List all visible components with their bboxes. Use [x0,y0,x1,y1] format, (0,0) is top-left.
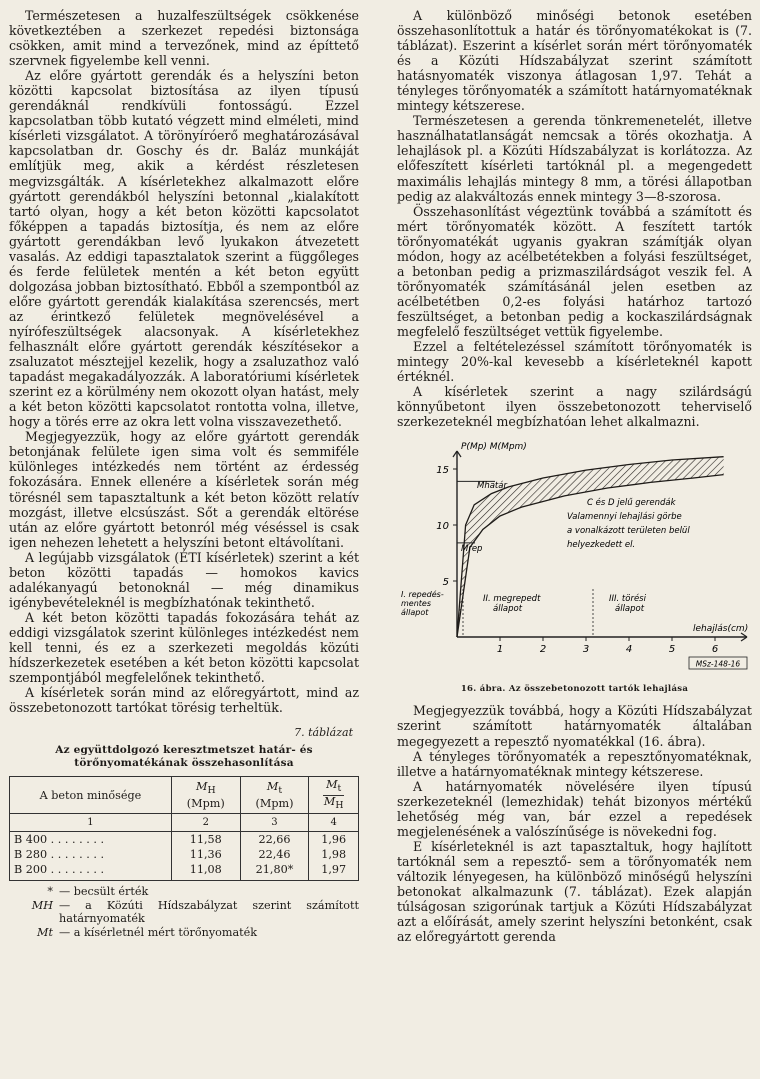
cell-grade: B 280 . . . . . . . . [10,847,172,862]
header-mh-sub: H [207,785,216,797]
column-number: 4 [309,814,359,832]
paragraph: Az előre gyártott gerendák és a helyszíni beton közötti kapcsolat biztosítása az ilyen típusú gerendáknál rendkívüli fontosságú. Ezzel kapcsolatban több kutató végzett mind elméleti, mind kísérleti vizsgálatot. A törönyíróerő meghatározásával kapcsolatban dr. Goschy és dr. Baláz munkáját említjük meg, akik a kérdést részletesen megvizsgálták. A kísérletekhez alkalmazott előre gyártott gerendákból helyszíni betonnal „kialakított tartó olyan, hogy a két beton közötti kapcsolatot főképpen a tapadás biztosítja, és nem az előre gyártott gerendákban levő lyukakon átvezetett vasalás. Az eddigi tapasztalatok szerint a függőleges és ferde felületek mentén a két beton együtt dolgozása jobban biztosítható. Ebből a szempontból az előre gyártott gerendák kialakítása szerencsés, mert az érintkező felületek megnövelésével a nyírófeszültségek alacsonyak. A kísérletekhez felhasznált előre gyártott gerendák készítésekor a zsaluzatot mésztejjel kezelik, hogy a zsaluzathoz való tapadást megakadályozzák. A laboratóriumi kísérletek szerint ez a körülmény nem okozott olyan hatást, mely a két beton közötti kapcsolatot rontotta volna, illetve, hogy a törés erre az okra lett volna visszavezethető. [9,68,359,430]
zone-label: állapot [615,604,645,615]
cell-ratio: 1,96 [309,832,359,848]
paragraph: Ezzel a feltételezéssel számított törőnyomaték is mintegy 20%-kal kevesebb a kísérleteknél kapott értéknél. [397,339,752,385]
zone-label: állapot [493,604,523,615]
paragraph: A kísérletek során mind az előregyártott, mind az összebetonozott tartókat törésig terheltük. [9,685,359,716]
column-number: 3 [240,814,309,832]
x-axis-label: lehajlás(cm) [693,624,749,635]
paragraph: Összehasonlítást végeztünk továbbá a számított és mért törőnyomaték között. A feszített tartók törőnyomatékát ugyanis gyakran számítják olyan módon, hogy az acélbetétekben a folyási feszültséget, a betonban pedig a prizmaszilárdságot veszik fel. A törőnyomaték számításánál jelen esetben az acélbetétben 0,2-es folyási határhoz tartozó feszültséget, a betonban pedig a kockaszilárdságnak megfelelő feszültséget vettük figyelembe. [397,203,752,339]
legend-line: a vonalkázott területen belül [567,526,690,537]
y-tick-label: 5 [442,577,449,589]
cell-ratio: 1,98 [309,847,359,862]
paragraph: A tényleges törőnyomaték a repesztőnyomatéknak, illetve a határnyomatéknak mintegy kétszerese. [397,748,752,779]
table-notes [9,885,359,939]
table-title: Az együttdolgozó keresztmetszet határ- és törőnyomatékának összehasonlítása [55,744,313,770]
table-note [9,885,359,899]
column-number-row [10,814,359,832]
legend-line: Valamennyi lehajlási görbe [567,512,682,523]
ratio-denominator-sub: H [335,799,344,811]
header-mt-symbol: M [266,780,279,794]
x-tick-label: 2 [539,644,547,656]
y-tick-label: 10 [436,521,449,533]
paragraph: A különböző minőségi betonok esetében összehasonlítottuk a határ és törőnyomatékokat is (7. táblázat). Eszerint a kísérlet során mért törőnyomaték és a Közúti Hídszabályzat szerint számított hatásnyomaték viszonya átlagosan 1,97. Tehát a tényleges törőnyomaték a számított határnyomatéknak mintegy kétszerese. [397,8,752,114]
header-mt-sub: t [278,785,283,797]
paragraph: Megjegyezzük, hogy az előre gyártott gerendák betonjának felülete igen sima volt és semmiféle különleges intézkedés nem történt az érdesség fokozására. Ennek ellenére a kísérletek során még törésnél sem tapasztaltunk a két beton között relatív mozgást, illetve elcsúszást. Sőt a gerendák eltörése után az előre gyártott betonról még véséssel is csak igen nehezen lehetett a helyszíni betont eltávolítani. [9,429,359,550]
header-mh-unit: (Mpm) [186,797,225,811]
paragraph: A határnyomaték növelésére ilyen típusú szerkezeteknél (lemezhidak) tehát bizonyos mértékű lehetőség még van, bár ezzel a repedések megjelenésének a valószínűsége is növekedni fog. [397,778,752,839]
y-axis-label: P(Mp) M(Mpm) [461,442,527,453]
note-symbol: Mt [37,925,53,939]
cell-mh: 11,08 [171,862,240,881]
x-tick-label: 4 [625,644,633,656]
cell-mt: 21,80* [240,862,309,881]
paragraph: E kísérleteknél is azt tapasztaltuk, hogy hajlított tartóknál sem a repesztő- sem a törőnyomaték nem változik lényegesen, ha különböző minőségű helyszíni betonokat alkalmazunk (7. táblázat). Ezek alapján túlságosan szigorúnak tartjuk a Közúti Hídszabályzat azt a előírását, amely szerint helyszíni betonként, csak az előregyártott gerenda [397,838,752,945]
x-tick-label: 6 [711,644,719,656]
cell-ratio: 1,97 [309,862,359,881]
cell-mh: 11,58 [171,832,240,848]
x-tick-label: 3 [582,644,590,656]
note-text: — a Közúti Hídszabályzat szerint számított határnyomaték [59,898,359,926]
figure-caption: 16. ábra. Az összebetonozott tartók lehajlása [460,684,689,695]
paragraph: A legújabb vizsgálatok (ÉTI kísérletek) szerint a két beton közötti tapadás — homokos kavics adalékanyagú betonoknál — még dinamikus igénybevételeknél is megbízhatónak tekinthető. [9,549,359,610]
ratio-numerator: M [326,777,338,791]
cell-grade: B 200 . . . . . . . . [10,862,172,881]
header-mt-unit: (Mpm) [255,797,294,811]
cell-mt: 22,46 [240,847,309,862]
paragraph: A két beton közötti tapadás fokozására tehát az eddigi vizsgálatok szerint különleges intézkedést nem kell tenni, és ez a szerkezeti megoldás közúti hídszerkezetek esetében a két beton közötti kapcsolat szempontjából megfelelőnek tekinthető. [9,609,359,686]
x-tick-label: 5 [668,644,676,656]
table-row [10,862,359,881]
header-concrete-grade: A beton minősége [10,777,172,814]
paragraph: A kísérletek szerint a nagy szilárdságú könnyűbetont ilyen összebetonozott teherviselő szerkezeteknél megbízhatóan lehet alkalmazni. [397,384,752,430]
note-symbol: MH [31,898,53,912]
table-note [9,899,359,926]
table-row [10,832,359,848]
ratio-fraction [323,779,344,812]
column-number: 1 [10,814,172,832]
right-column [397,8,752,944]
deflection-chart [397,439,752,677]
header-mh [171,777,240,814]
zone-label: II. megrepedt [483,594,541,605]
comparison-table [9,776,359,881]
note-symbol: * [47,885,53,899]
zone-label: III. törési [609,594,646,605]
ratio-numerator-sub: t [337,782,342,794]
cell-mh: 11,36 [171,847,240,862]
zone-label: mentes [401,599,432,609]
note-text: — becsült érték [59,885,149,899]
legend-line: C és D jelű gerendák [587,498,676,509]
y-tick-label: 15 [436,465,449,477]
zone-label: I. repedés- [401,590,444,600]
header-ratio [309,777,359,814]
legend-line: helyezkedett el. [567,540,636,551]
table-note [9,926,359,940]
cell-mt: 22,66 [240,832,309,848]
column-number: 2 [171,814,240,832]
table-header-row [10,777,359,814]
ratio-denominator: M [323,794,336,808]
paragraph: Természetesen a huzalfeszültségek csökkenése következtében a szerkezet repedési biztonsága csökken, amit mind a tervezőnek, mind az építtető szervnek figyelembe kell venni. [9,8,359,69]
paragraph: Megjegyezzük továbbá, hogy a Közúti Hídszabályzat szerint számított határnyomaték általában megegyezett a repesztő nyomatékkal (16. ábra). [397,703,752,749]
figure-16 [397,439,752,697]
table-row [10,847,359,862]
zone-label: állapot [401,608,429,618]
paragraph: Természetesen a gerenda tönkremenetelét, illetve használhatatlanságát nemcsak a törés okozhatja. A lehajlások pl. a Közúti Hídszabályzat is korlátozza. Az előfeszített kísérleti tartóknál pl. a megengedett maximális lehajlás mintegy 8 mm, a törési állapotban pedig az alakváltozás ennek mintegy 3—8-szorosa. [397,113,752,204]
header-mt [240,777,309,814]
m-hatar-label: Mhatár [477,481,507,492]
x-tick-label: 1 [496,644,504,656]
cell-grade: B 400 . . . . . . . . [10,832,172,848]
note-text: — a kísérletnél mért törőnyomaték [59,925,258,939]
m-rep-label: Mrep [461,544,483,555]
header-mh-symbol: M [195,780,208,794]
standard-code: MSz-148-16 [695,659,741,669]
left-column [9,8,359,939]
table-label: 7. táblázat [294,726,353,740]
